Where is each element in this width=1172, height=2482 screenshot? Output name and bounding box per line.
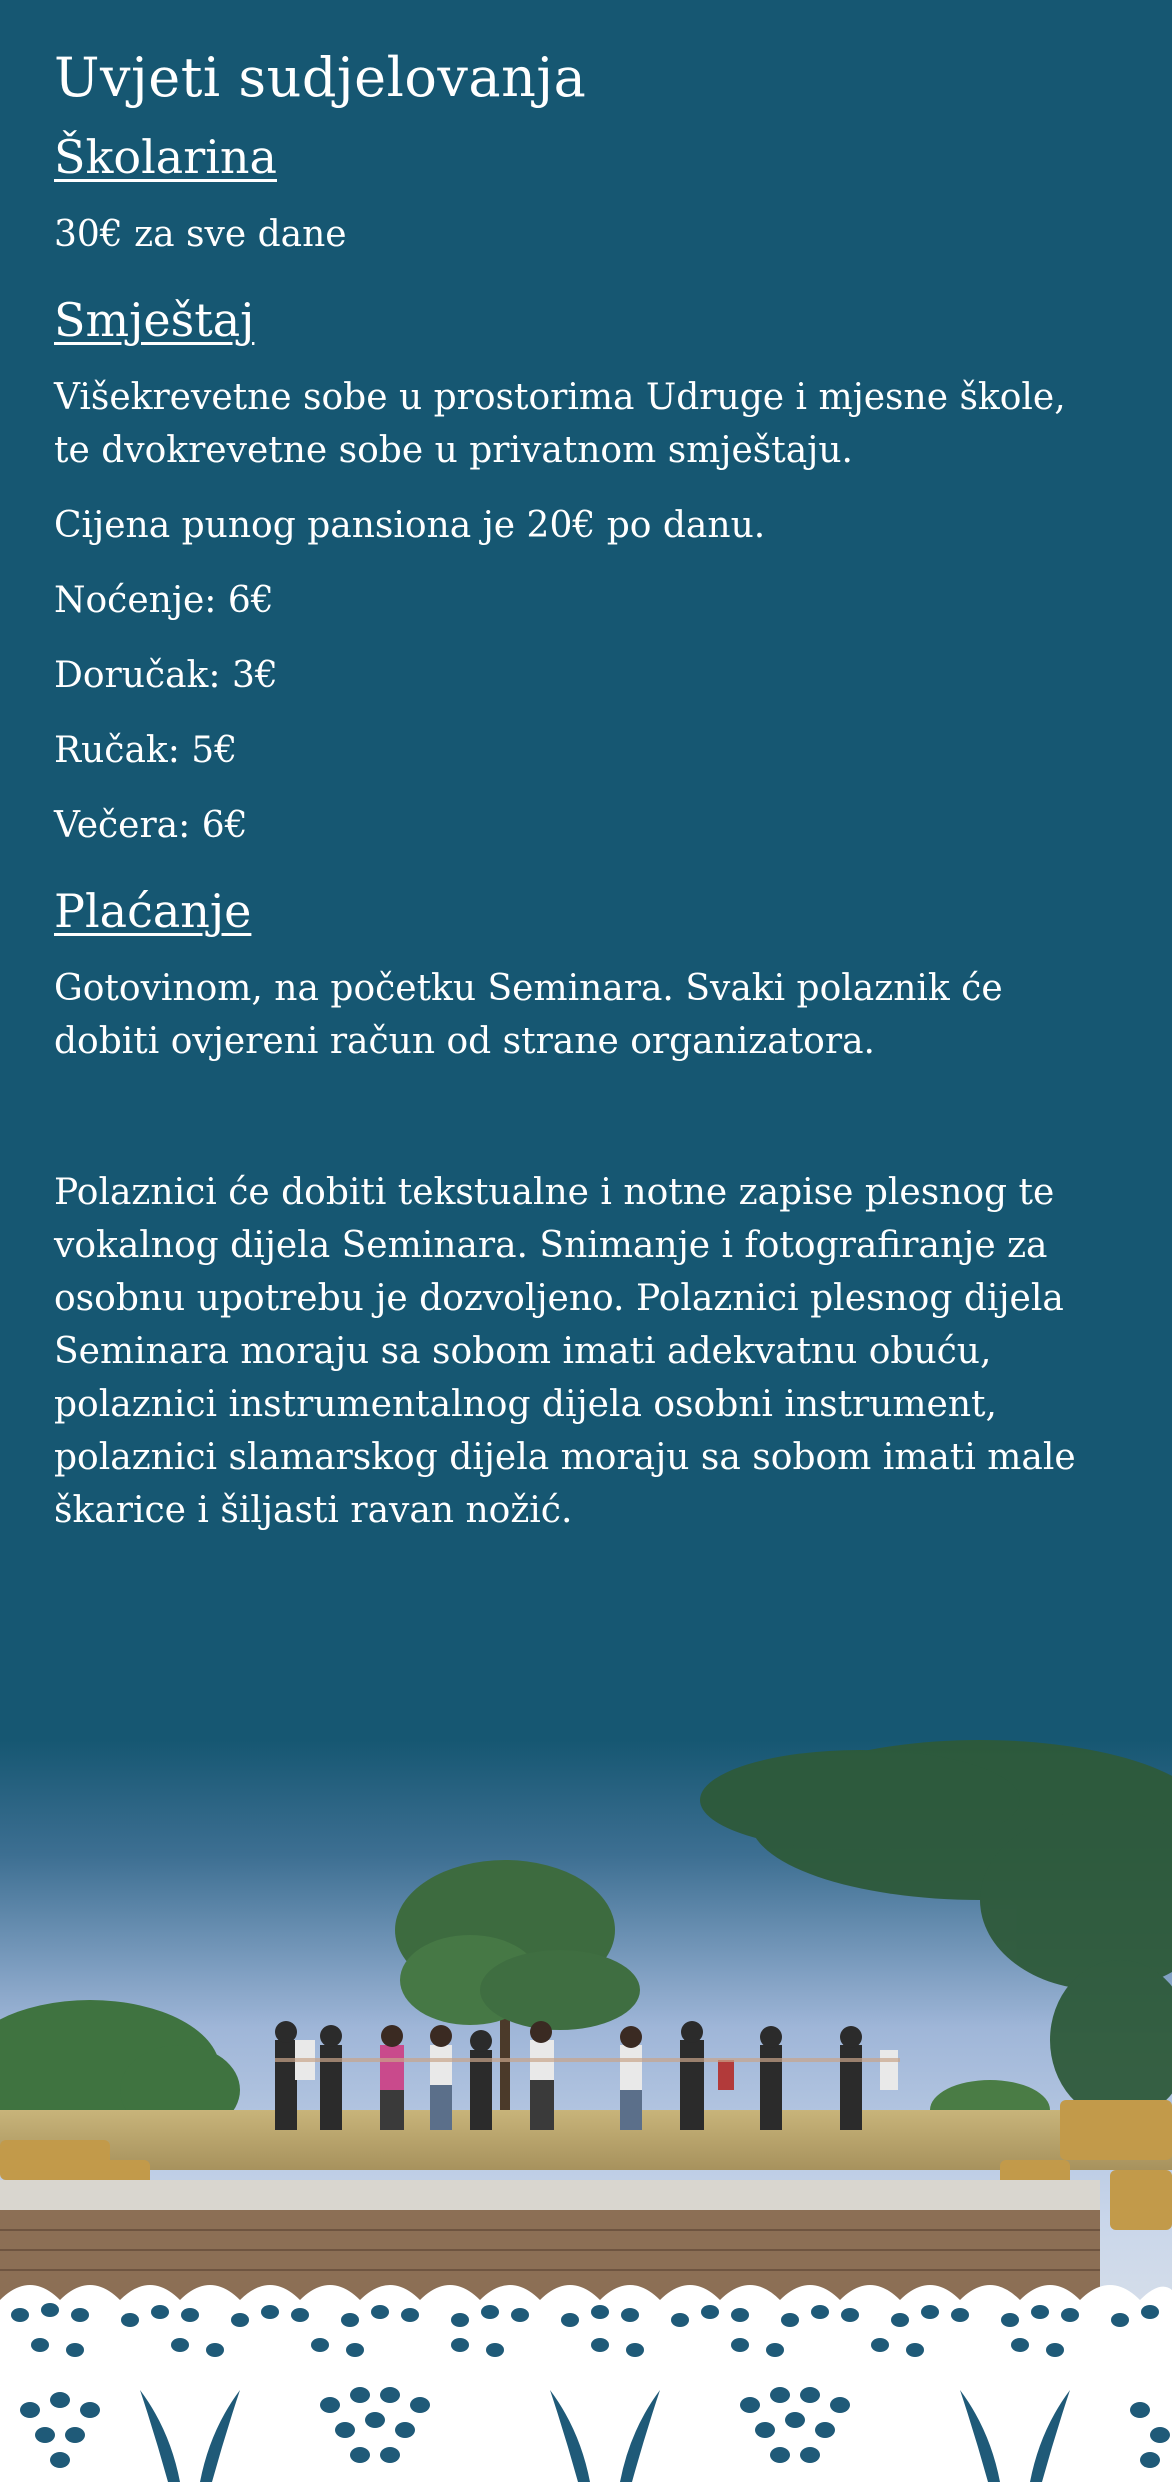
polaznici-line-4: Seminara moraju sa sobom imati adekvatnu obuću, (54, 1331, 992, 1372)
placanje-line-1: Gotovinom, na početku Seminara. Svaki polaznik će (54, 968, 1003, 1009)
polaznici-line-3: osobnu upotrebu je dozvoljeno. Polaznici plesnog dijela (54, 1278, 1064, 1319)
smjestaj-heading: Smještaj (54, 293, 255, 347)
price-rucak: Ručak: 5€ (54, 730, 238, 771)
placanje-heading: Plaćanje (54, 884, 252, 938)
skolarina-heading: Školarina (54, 130, 277, 184)
page-title: Uvjeti sudjelovanja (54, 46, 587, 109)
polaznici-line-5: polaznici instrumentalnog dijela osobni instrument, (54, 1384, 997, 1425)
price-nocenje: Noćenje: 6€ (54, 580, 274, 621)
skolarina-text: 30€ za sve dane (54, 214, 347, 255)
polaznici-line-7: škarice i šiljasti ravan nožić. (54, 1490, 573, 1531)
polaznici-line-2: vokalnog dijela Seminara. Snimanje i fotografiranje za (54, 1225, 1048, 1266)
price-dorucak: Doručak: 3€ (54, 655, 278, 696)
wheat-field (0, 2110, 1172, 2170)
smjestaj-line-1: Višekrevetne sobe u prostorima Udruge i mjesne škole, (54, 377, 1066, 418)
placanje-line-2: dobiti ovjereni račun od strane organizatora. (54, 1021, 875, 1062)
content-column (54, 40, 1124, 1537)
pansion-price: Cijena punog pansiona je 20€ po danu. (54, 505, 766, 546)
polaznici-line-6: polaznici slamarskog dijela moraju sa sobom imati male (54, 1437, 1076, 1478)
price-vecera: Večera: 6€ (54, 805, 248, 846)
lace-border (0, 2260, 1172, 2482)
stage-top (0, 2180, 1100, 2210)
polaznici-line-1: Polaznici će dobiti tekstualne i notne zapise plesnog te (54, 1172, 1055, 1213)
smjestaj-line-2: te dvokrevetne sobe u privatnom smještaju. (54, 430, 853, 471)
